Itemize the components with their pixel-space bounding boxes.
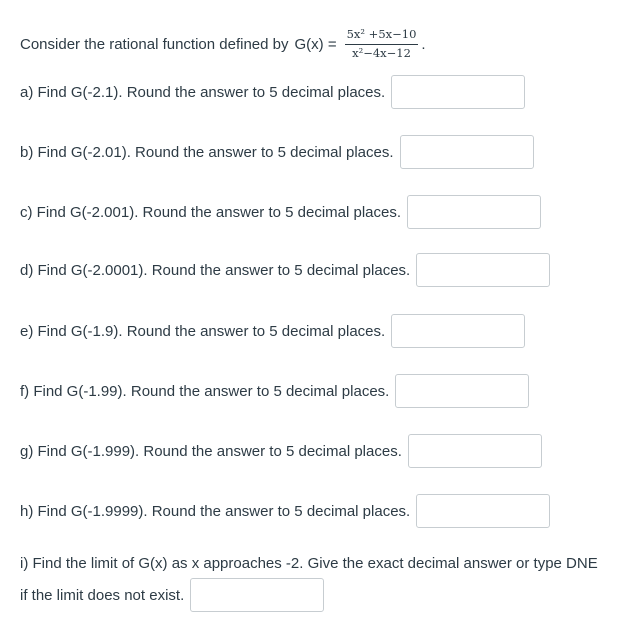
question-a	[20, 75, 525, 109]
answer-input-b[interactable]	[400, 135, 534, 169]
answer-input-d[interactable]	[416, 253, 550, 287]
question-h	[20, 494, 550, 528]
intro-period: .	[421, 35, 426, 53]
question-d-text: d) Find G(-2.0001). Round the answer to 5 decimal places.	[20, 261, 411, 279]
question-g	[20, 434, 542, 468]
answer-input-e[interactable]	[391, 314, 525, 348]
answer-input-g[interactable]	[408, 434, 542, 468]
question-a-text: a) Find G(-2.1). Round the answer to 5 decimal places.	[20, 83, 386, 101]
answer-input-c[interactable]	[407, 195, 541, 229]
function-name: G(x) =	[294, 35, 337, 53]
question-f	[20, 374, 529, 408]
question-g-text: g) Find G(-1.999). Round the answer to 5 decimal places.	[20, 442, 402, 460]
fraction-denominator: x²−4x−12	[352, 45, 411, 60]
intro-text: Consider the rational function defined by	[20, 35, 289, 53]
question-b-text: b) Find G(-2.01). Round the answer to 5 decimal places.	[20, 143, 394, 161]
question-i-text-line2: if the limit does not exist.	[20, 586, 185, 604]
answer-input-i[interactable]	[190, 578, 324, 612]
question-i-text-line1: i) Find the limit of G(x) as x approaches -2. Give the exact decimal answer or type DNE	[20, 555, 598, 572]
question-c-text: c) Find G(-2.001). Round the answer to 5 decimal places.	[20, 203, 402, 221]
question-e-text: e) Find G(-1.9). Round the answer to 5 decimal places.	[20, 322, 386, 340]
question-b	[20, 135, 534, 169]
question-i	[20, 552, 630, 612]
answer-input-f[interactable]	[395, 374, 529, 408]
question-d	[20, 253, 550, 287]
question-e	[20, 314, 525, 348]
question-c	[20, 195, 541, 229]
answer-input-a[interactable]	[391, 75, 525, 109]
question-i-line2	[20, 578, 630, 612]
fraction-numerator: 5x² +5x−10	[345, 29, 419, 45]
question-f-text: f) Find G(-1.99). Round the answer to 5 decimal places.	[20, 382, 390, 400]
answer-input-h[interactable]	[416, 494, 550, 528]
question-h-text: h) Find G(-1.9999). Round the answer to 5 decimal places.	[20, 502, 411, 520]
rational-function-fraction	[345, 29, 419, 59]
problem-intro	[20, 24, 426, 64]
